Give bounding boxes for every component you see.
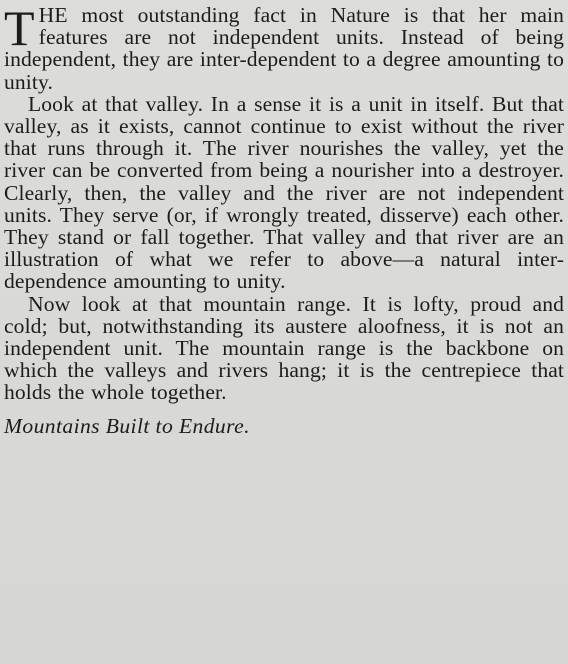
drop-cap: T [4,0,35,56]
paragraph-valley: Look at that valley. In a sense it is a unit in itself. But that valley, as it exists, cannot continue to exist without the river that runs through it. The river nourishes the valley, yet the river can be converted from being a nourisher into a destroyer. Clearly, then, the valley and the river are not independent units. They serve (or, if wrongly treated, disserve) each other. They stand or fall together. That valley and that river are an illustration of what we refer to above—a natural inter-dependence amounting to unity. [4,91,564,294]
paragraph-intro [4,0,565,94]
paragraph-intro-text: HE most outstanding fact in Nature is that her main features are not independent units. Instead of being independent, they are inter-dependent to a degree amounting to unity. [4,3,565,94]
paragraph-mountain: Now look at that mountain range. It is lofty, proud and cold; but, notwithstanding its austere aloofness, it is not an independent unit. The mountain range is the backbone on which the valleys and rivers hang; it is the centrepiece that holds the whole together. [4,291,564,405]
section-heading: Mountains Built to Endure. [4,413,250,438]
